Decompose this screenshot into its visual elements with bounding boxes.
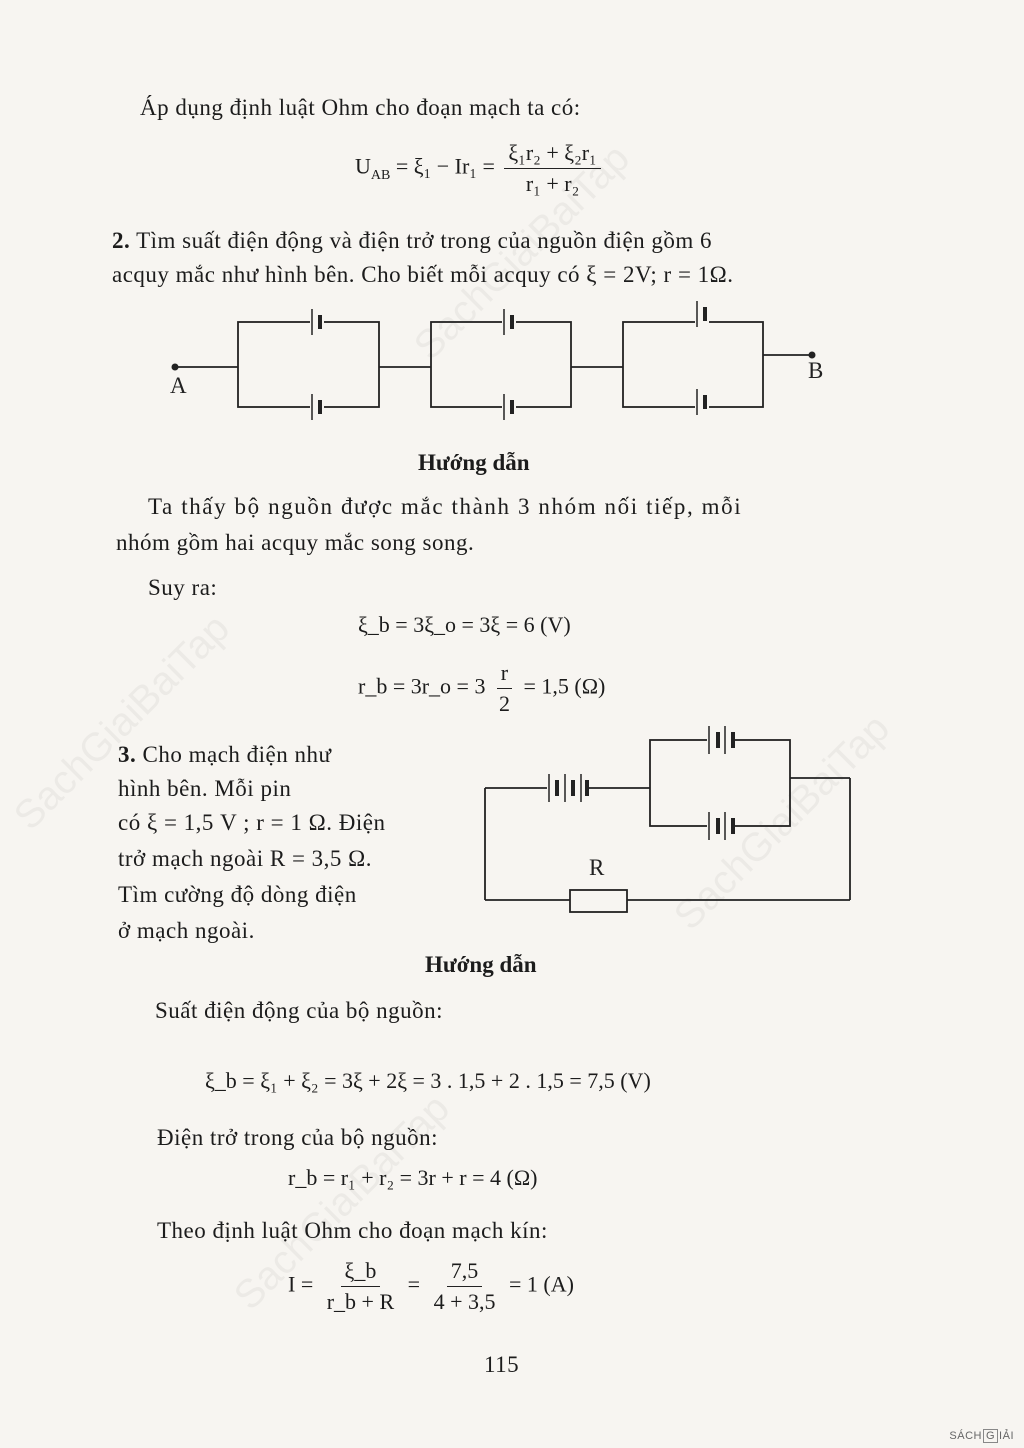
problem2-heading: Hướng dẫn (418, 450, 530, 475)
uab-denominator: r₁ + r₂ (525, 171, 580, 196)
parallel-battery-top (707, 726, 735, 754)
problem3-line5: Tìm cường độ dòng điện (118, 882, 357, 907)
logo-right: IẢI (999, 1430, 1014, 1442)
circuit-diagram-2 (475, 720, 865, 930)
terminal-a-label: A (170, 373, 187, 398)
problem3-heading: Hướng dẫn (425, 952, 537, 977)
problem3-text1: Cho mạch điện như (142, 742, 332, 767)
intro-text: Áp dụng định luật Ohm cho đoạn mạch ta có: (140, 95, 581, 120)
problem3-solution-line3: Theo định luật Ohm cho đoạn mạch kín: (157, 1218, 548, 1243)
uab-equation (355, 140, 605, 197)
site-logo (949, 1430, 1014, 1442)
problem3-eq3-den1: r_b + R (326, 1289, 395, 1314)
problem3-eq3-num2: 7,5 (447, 1258, 483, 1287)
problem3-eq3-left: I = (288, 1271, 314, 1297)
problem2-eq2-left: r_b = 3r_o = 3 (358, 673, 486, 699)
problem3-eq3-equals: = (407, 1271, 421, 1297)
problem3-number: 3. (118, 742, 137, 767)
battery-cells-group3 (695, 301, 709, 415)
problem3-eq2: r_b = r₁ + r₂ = 3r + r = 4 (Ω) (288, 1165, 538, 1190)
problem2-text1: Tìm suất điện động và điện trở trong của nguồn điện gồm 6 (136, 228, 713, 253)
problem2-line1 (112, 228, 712, 254)
problem3-line1 (118, 742, 331, 768)
problem3-solution-line2: Điện trở trong của bộ nguồn: (157, 1125, 439, 1150)
circuit-diagram-1 (160, 295, 840, 435)
problem2-eq2-fraction (495, 660, 514, 717)
page-number: 115 (484, 1352, 520, 1377)
uab-mid: = ξ₁ − Ir₁ = (395, 153, 495, 179)
problem3-line2: hình bên. Mỗi pin (118, 776, 292, 801)
problem2-eq1: ξ_b = 3ξ_o = 3ξ = 6 (V) (358, 612, 571, 637)
problem2-line2: acquy mắc như hình bên. Cho biết mỗi acquy có ξ = 2V; r = 1Ω. (112, 262, 734, 287)
uab-fraction (504, 140, 600, 197)
parallel-battery-bottom (707, 812, 735, 840)
problem3-solution-line1: Suất điện động của bộ nguồn: (155, 998, 444, 1023)
terminal-a-dot (172, 364, 179, 371)
battery-cells-group1 (310, 309, 324, 420)
problem2-solution-line1: Ta thấy bộ nguồn được mắc thành 3 nhóm nối tiếp, mỗi (148, 494, 743, 519)
problem2-eq2-num: r (497, 660, 512, 689)
problem3-eq1: ξ_b = ξ₁ + ξ₂ = 3ξ + 2ξ = 3 . 1,5 + 2 . 1,5 = 7,5 (V) (205, 1068, 651, 1093)
watermark (6, 606, 239, 839)
series-battery (547, 774, 589, 802)
problem3-eq3-right: = 1 (A) (509, 1271, 574, 1297)
problem2-eq2 (358, 660, 605, 717)
problem2-solution-line2: nhóm gồm hai acquy mắc song song. (116, 530, 475, 555)
problem2-solution-line3: Suy ra: (148, 575, 218, 600)
resistor (570, 890, 627, 912)
battery-cells-group2 (502, 309, 516, 420)
logo-box: G (983, 1429, 998, 1443)
problem3-line4: trở mạch ngoài R = 3,5 Ω. (118, 846, 373, 871)
problem2-number: 2. (112, 228, 131, 253)
problem3-eq3 (288, 1258, 574, 1315)
problem3-line6: ở mạch ngoài. (118, 918, 255, 943)
problem3-eq3-fraction2 (430, 1258, 500, 1315)
terminal-b-label: B (808, 358, 824, 383)
uab-numerator: ξ₁r₂ + ξ₂r₁ (504, 140, 600, 169)
uab-label: U (355, 153, 371, 179)
problem3-eq3-den2: 4 + 3,5 (433, 1289, 496, 1314)
problem2-eq2-den: 2 (498, 691, 510, 716)
resistor-label: R (589, 855, 605, 880)
problem2-eq2-right: = 1,5 (Ω) (523, 673, 606, 699)
problem3-eq3-fraction1 (323, 1258, 398, 1315)
problem3-line3: có ξ = 1,5 V ; r = 1 Ω. Điện (118, 810, 386, 835)
uab-sub: AB (370, 167, 391, 183)
problem3-eq3-num1: ξ_b (341, 1258, 381, 1287)
logo-left: SÁCH (949, 1430, 982, 1442)
